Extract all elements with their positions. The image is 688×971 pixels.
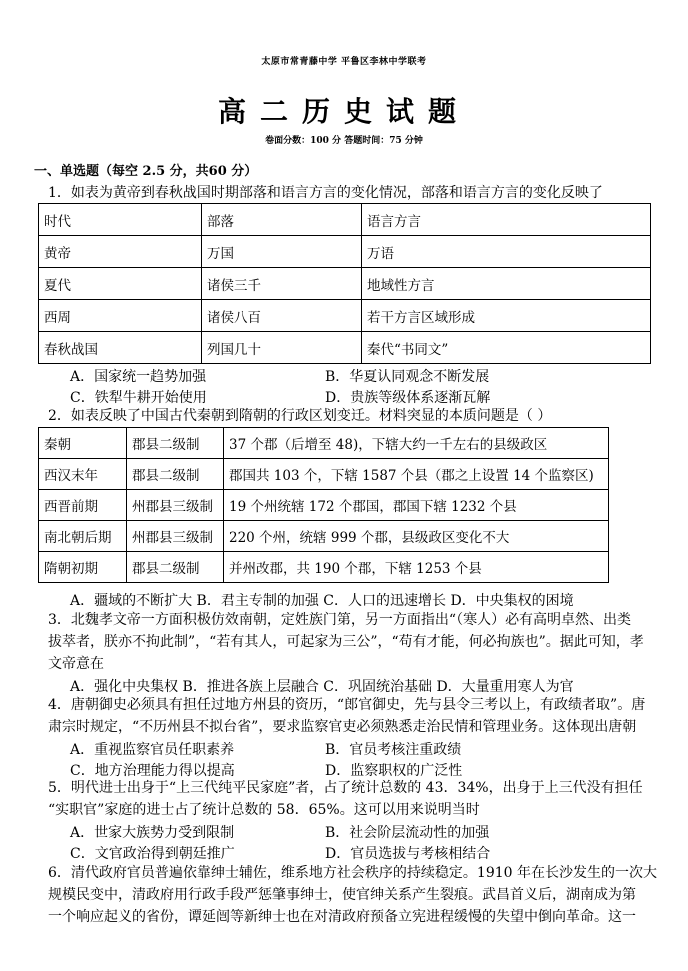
q4-line-2: 肃宗时规定，“不历州县不拟台省”，要求监察官吏必须熟悉走治民情和管理业务。这体现出唐朝 xyxy=(48,719,637,735)
q5-option-c: C．文官政治得到朝廷推广 xyxy=(70,846,235,862)
q2-options: A．疆域的不断扩大 B．君主专制的加强 C．人口的迅速增长 D．中央集权的困境 xyxy=(70,593,574,609)
q6-line-2: 规模民变中，清政府用行政手段严惩肇事绅士，使官绅关系产生裂痕。武昌首义后，湖南成为第 xyxy=(48,887,636,903)
table-row xyxy=(39,490,609,521)
q1-option-d: D．贵族等级体系逐渐瓦解 xyxy=(325,390,491,406)
table-cell: 郡国共 103 个，下辖 1587 个县（郡之上设置 14 个监察区) xyxy=(224,459,609,490)
q1-option-c: C．铁犁牛耕开始使用 xyxy=(70,390,207,406)
q1-table xyxy=(38,203,651,364)
table-cell: 秦代“书同文” xyxy=(362,332,651,364)
table-cell: 语言方言 xyxy=(362,204,651,236)
q1-option-b: B．华夏认同观念不断发展 xyxy=(325,369,490,385)
q6-line-1: 6．清代政府官员普遍依靠绅士辅佐，维系地方社会秩序的持续稳定。1910 年在长沙发生的一次大 xyxy=(48,865,657,881)
table-row xyxy=(39,268,651,300)
table-row xyxy=(39,459,609,490)
q5-line-2: “实职官”家庭的进士占了统计总数的 58．65%。这可以用来说明当时 xyxy=(48,802,480,818)
q1-option-a: A．国家统一趋势加强 xyxy=(70,369,207,385)
q4-option-a: A．重视监察官员任职素养 xyxy=(70,742,235,758)
table-cell: 郡县二级制 xyxy=(127,552,224,583)
school-header: 太原市常青藤中学 平鲁区李林中学联考 xyxy=(261,57,427,67)
table-row xyxy=(39,521,609,552)
table-row xyxy=(39,236,651,268)
table-cell: 西晋前期 xyxy=(39,490,127,521)
table-cell: 隋朝初期 xyxy=(39,552,127,583)
table-cell: 郡县二级制 xyxy=(127,428,224,459)
table-cell: 37 个郡（后增至 48)，下辖大约一千左右的县级政区 xyxy=(224,428,609,459)
table-cell: 夏代 xyxy=(39,268,202,300)
table-cell: 西汉末年 xyxy=(39,459,127,490)
table-cell: 郡县二级制 xyxy=(127,459,224,490)
table-row xyxy=(39,332,651,364)
q3-options: A．强化中央集权 B．推进各族上层融合 C．巩固统治基础 D．大量重用寒人为官 xyxy=(70,679,574,695)
table-cell: 南北朝后期 xyxy=(39,521,127,552)
table-cell: 地域性方言 xyxy=(362,268,651,300)
table-cell: 诸侯三千 xyxy=(202,268,362,300)
section-title: 一、单选题（每空 2.5 分，共60 分） xyxy=(34,164,258,179)
table-cell: 州郡县三级制 xyxy=(127,490,224,521)
table-cell: 并州改郡，共 190 个郡，下辖 1253 个县 xyxy=(224,552,609,583)
table-row xyxy=(39,428,609,459)
table-cell: 黄帝 xyxy=(39,236,202,268)
table-cell: 19 个州统辖 172 个郡国，郡国下辖 1232 个县 xyxy=(224,490,609,521)
q2-table xyxy=(38,427,609,583)
table-row xyxy=(39,204,651,236)
table-cell: 万国 xyxy=(202,236,362,268)
q4-option-c: C．地方治理能力得以提高 xyxy=(70,763,235,779)
q4-option-b: B．官员考核注重政绩 xyxy=(325,742,462,758)
table-cell: 时代 xyxy=(39,204,202,236)
q6-line-3: 一个响应起义的省份，谭延闿等新绅士也在对清政府预备立宪进程缓慢的失望中倒向革命。这一 xyxy=(48,909,636,925)
table-cell: 州郡县三级制 xyxy=(127,521,224,552)
table-cell: 部落 xyxy=(202,204,362,236)
q3-line-1: 3．北魏孝文帝一方面积极仿效南朝，定姓族门第，另一方面指出“（寒人）必有高明卓然、出类 xyxy=(48,612,632,628)
table-row xyxy=(39,300,651,332)
q4-line-1: 4．唐朝御史必须具有担任过地方州县的资历，“郎官御史，先与县令三考以上，有政绩者取”。唐 xyxy=(48,697,646,713)
exam-meta: 卷面分数：100 分 答题时间：75 分钟 xyxy=(265,136,423,146)
q5-line-1: 5．明代进士出身于“上三代纯平民家庭”者，占了统计总数的 43．34%，出身于上三代没有担任 xyxy=(48,780,643,796)
table-cell: 春秋战国 xyxy=(39,332,202,364)
table-cell: 诸侯八百 xyxy=(202,300,362,332)
q5-option-b: B．社会阶层流动性的加强 xyxy=(325,825,490,841)
q3-line-2: 拔萃者，朕亦不拘此制”，“若有其人，可起家为三公”，“苟有才能，何必拘族也”。据此可知，孝 xyxy=(48,634,644,650)
q5-option-a: A．世家大族势力受到限制 xyxy=(70,825,235,841)
q5-option-d: D．官员选拔与考核相结合 xyxy=(325,846,491,862)
q1-stem: 1．如表为黄帝到春秋战国时期部落和语言方言的变化情况，部落和语言方言的变化反映了 xyxy=(48,185,603,201)
table-cell: 秦朝 xyxy=(39,428,127,459)
exam-title: 高二历史试题 xyxy=(217,95,470,128)
q4-option-d: D．监察职权的广泛性 xyxy=(325,763,463,779)
table-row xyxy=(39,552,609,583)
table-cell: 列国几十 xyxy=(202,332,362,364)
table-cell: 220 个州，统辖 999 个郡，县级政区变化不大 xyxy=(224,521,609,552)
table-cell: 万语 xyxy=(362,236,651,268)
table-cell: 若干方言区域形成 xyxy=(362,300,651,332)
q2-stem: 2．如表反映了中国古代秦朝到隋朝的行政区划变迁。材料突显的本质问题是（ ） xyxy=(48,408,552,424)
table-cell: 西周 xyxy=(39,300,202,332)
q3-line-3: 文帝意在 xyxy=(48,656,104,672)
